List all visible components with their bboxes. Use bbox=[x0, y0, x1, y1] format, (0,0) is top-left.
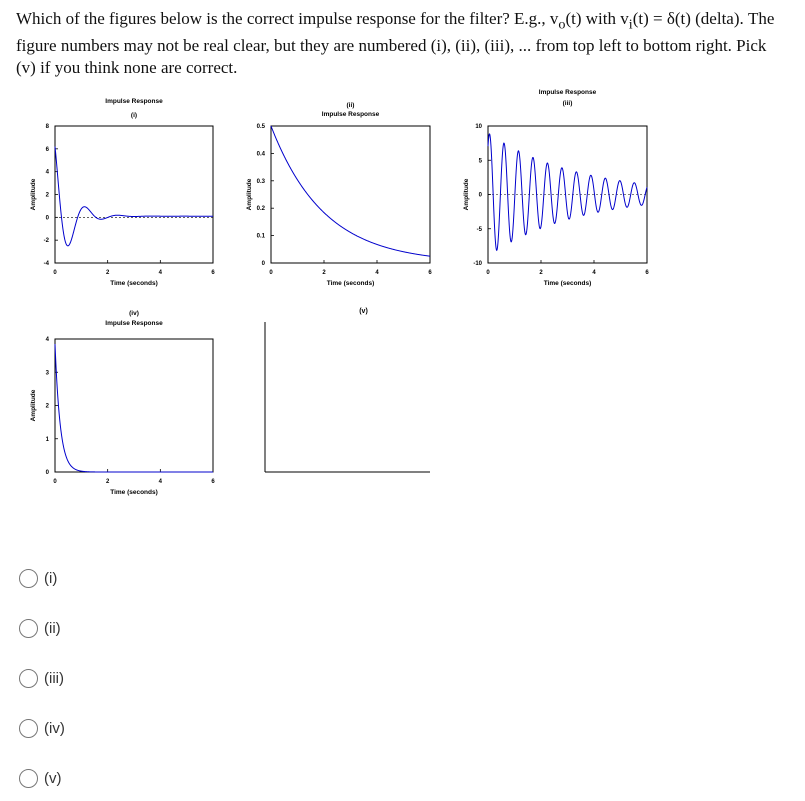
y-axis-label: Amplitude bbox=[30, 178, 37, 211]
chart-4 bbox=[30, 310, 215, 496]
y-tick-label: 5 bbox=[478, 158, 482, 165]
chart-5 bbox=[265, 308, 430, 472]
y-tick-label: 0 bbox=[45, 215, 49, 222]
chart-2 bbox=[246, 102, 432, 287]
y-tick-label: -5 bbox=[476, 226, 482, 233]
vo-subscript: o bbox=[558, 16, 566, 33]
radio-button-i[interactable] bbox=[19, 569, 38, 588]
x-tick-label: 2 bbox=[322, 270, 326, 276]
vi-subscript: i bbox=[628, 16, 633, 33]
y-tick-label: 0.5 bbox=[256, 124, 265, 130]
y-tick-label: 0 bbox=[478, 192, 482, 199]
option-iii[interactable] bbox=[19, 665, 64, 691]
chart-title: Impulse Response bbox=[321, 111, 380, 118]
radio-button-ii[interactable] bbox=[19, 619, 38, 638]
x-tick-label: 6 bbox=[211, 270, 215, 276]
x-axis-label: Time (seconds) bbox=[326, 280, 375, 287]
chart-label: (i) bbox=[130, 112, 138, 119]
option-iv[interactable] bbox=[19, 715, 65, 741]
option-i[interactable] bbox=[19, 565, 57, 591]
y-tick-label: 8 bbox=[45, 124, 49, 130]
chart-title: Impulse Response bbox=[105, 320, 163, 327]
y-tick-label: 0.1 bbox=[256, 233, 265, 240]
x-tick-label: 0 bbox=[486, 270, 490, 276]
x-tick-label: 4 bbox=[158, 270, 163, 276]
y-axis-label: Amplitude bbox=[246, 178, 253, 211]
chart-label: (v) bbox=[359, 308, 368, 315]
radio-button-iv[interactable] bbox=[19, 719, 38, 738]
x-axis-label: Time (seconds) bbox=[110, 489, 158, 496]
x-tick-label: 4 bbox=[592, 270, 596, 276]
y-tick-label: 3 bbox=[45, 370, 49, 377]
option-label-iii: (iii) bbox=[44, 669, 64, 687]
x-tick-label: 2 bbox=[539, 270, 543, 276]
x-tick-label: 6 bbox=[428, 270, 432, 276]
option-label-ii: (ii) bbox=[44, 619, 61, 637]
y-tick-label: -2 bbox=[43, 238, 49, 245]
radio-button-iii[interactable] bbox=[19, 669, 38, 688]
plot-frame bbox=[55, 126, 213, 263]
chart-label: (ii) bbox=[346, 102, 355, 109]
y-axis-label: Amplitude bbox=[30, 389, 37, 422]
y-tick-label: 0 bbox=[45, 470, 49, 476]
option-label-iv: (iv) bbox=[44, 719, 65, 737]
chart-label: (iii) bbox=[562, 100, 573, 107]
plot-frame bbox=[55, 339, 213, 472]
y-tick-label: 4 bbox=[45, 337, 49, 343]
y-tick-label: 1 bbox=[45, 436, 49, 443]
x-tick-label: 0 bbox=[53, 479, 57, 485]
question-part-2: (t) with v bbox=[565, 9, 629, 28]
y-tick-label: 2 bbox=[45, 403, 49, 410]
question-part-1: Which of the figures below is the correct impulse response for the filter? E.g., v bbox=[16, 9, 559, 28]
chart-title: Impulse Response bbox=[105, 98, 163, 105]
x-axis-label: Time (seconds) bbox=[110, 280, 158, 287]
x-tick-label: 0 bbox=[269, 270, 273, 276]
x-tick-label: 2 bbox=[105, 270, 110, 276]
y-tick-label: 0.3 bbox=[256, 178, 265, 185]
y-tick-label: 10 bbox=[475, 124, 482, 130]
y-tick-label: 0.2 bbox=[256, 206, 265, 213]
option-label-v: (v) bbox=[44, 769, 62, 787]
y-tick-label: 2 bbox=[45, 192, 49, 199]
option-label-i: (i) bbox=[44, 569, 58, 587]
x-tick-label: 2 bbox=[105, 479, 110, 485]
x-tick-label: 4 bbox=[158, 479, 163, 485]
y-axis-label: Amplitude bbox=[463, 178, 470, 211]
plot-frame bbox=[271, 126, 430, 263]
x-tick-label: 0 bbox=[53, 270, 57, 276]
y-tick-label: -10 bbox=[473, 261, 482, 267]
x-tick-label: 4 bbox=[375, 270, 379, 276]
y-tick-label: 0.4 bbox=[256, 151, 265, 158]
y-tick-label: 0 bbox=[261, 261, 265, 267]
x-tick-label: 6 bbox=[645, 270, 649, 276]
y-tick-label: -4 bbox=[43, 261, 49, 267]
option-ii[interactable] bbox=[19, 615, 61, 641]
y-tick-label: 6 bbox=[45, 146, 49, 153]
y-tick-label: 4 bbox=[45, 169, 49, 176]
x-tick-label: 6 bbox=[211, 479, 215, 485]
chart-3 bbox=[463, 89, 649, 287]
option-v[interactable] bbox=[19, 765, 62, 791]
chart-1 bbox=[30, 98, 215, 287]
radio-button-v[interactable] bbox=[19, 769, 38, 788]
question-part-3: (t) = δ(t) (delta). The figure numbers may not be real clear, but they are numbered (i), (ii), (iii), ... from top left to bottom right. Pick (v) if you think none are correct. bbox=[16, 9, 775, 78]
x-axis-label: Time (seconds) bbox=[543, 280, 592, 287]
chart-label: (iv) bbox=[129, 310, 139, 317]
chart-title: Impulse Response bbox=[538, 89, 597, 96]
